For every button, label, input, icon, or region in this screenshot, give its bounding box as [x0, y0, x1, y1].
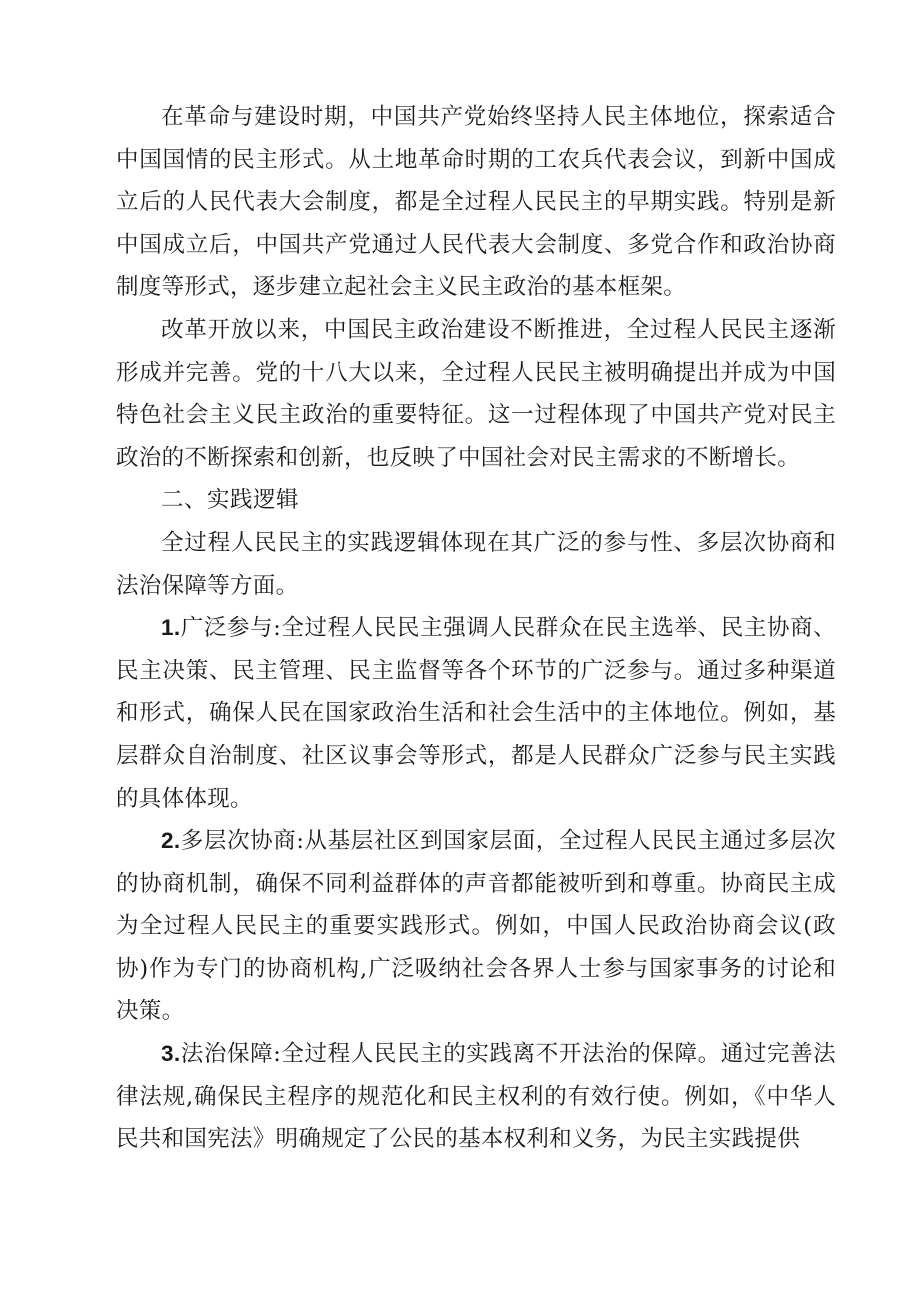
list-item-multilevel-consultation: [116, 820, 836, 1033]
document-page: [116, 96, 836, 1161]
list-item-separator: .: [173, 615, 181, 641]
list-item-separator: .: [173, 828, 181, 854]
list-item-separator: .: [173, 1041, 181, 1067]
list-item-number: 3: [161, 1041, 174, 1067]
list-item-number: 2: [161, 828, 174, 854]
list-item-broad-participation: [116, 607, 836, 820]
body-paragraph-revolution-era: 在革命与建设时期，中国共产党始终坚持人民主体地位，探索适合中国国情的民主形式。从土地革命时期的工农兵代表会议，到新中国成立后的人民代表大会制度，都是全过程人民民主的早期实践。特别是新中国成立后，中国共产党通过人民代表大会制度、多党合作和政治协商制度等形式，逐步建立起社会主义民主政治的基本框架。: [116, 104, 836, 301]
list-item-text: 多层次协商:从基层社区到国家层面，全过程人民民主通过多层次的协商机制，确保不同利益群体的声音都能被听到和尊重。协商民主成为全过程人民民主的重要实践形式。例如，中国人民政治协商会议(政协)作为专门的协商机构,广泛吸纳社会各界人士参与国家事务的讨论和决策。: [116, 828, 836, 1025]
list-item-text: 法治保障:全过程人民民主的实践离不开法治的保障。通过完善法律法规,确保民主程序的规范化和民主权利的有效行使。例如，《中华人民共和国宪法》明确规定了公民的基本权利和义务，为民主实践提供: [116, 1041, 836, 1153]
section-heading-practical-logic: 二、实践逻辑: [161, 487, 300, 514]
section-intro-paragraph: 全过程人民民主的实践逻辑体现在其广泛的参与性、多层次协商和法治保障等方面。: [116, 529, 836, 599]
list-item-text: 广泛参与:全过程人民民主强调人民群众在民主选举、民主协商、民主决策、民主管理、民主监督等各个环节的广泛参与。通过多种渠道和形式，确保人民在国家政治生活和社会生活中的主体地位。例如，基层群众自治制度、社区议事会等形式，都是人民群众广泛参与民主实践的具体体现。: [116, 615, 836, 812]
body-paragraph-reform-era: 改革开放以来，中国民主政治建设不断推进，全过程人民民主逐渐形成并完善。党的十八大以来，全过程人民民主被明确提出并成为中国特色社会主义民主政治的重要特征。这一过程体现了中国共产党对民主政治的不断探索和创新，也反映了中国社会对民主需求的不断增长。: [116, 316, 836, 471]
list-item-number: 1: [161, 615, 174, 641]
list-item-rule-of-law: [116, 1033, 836, 1161]
